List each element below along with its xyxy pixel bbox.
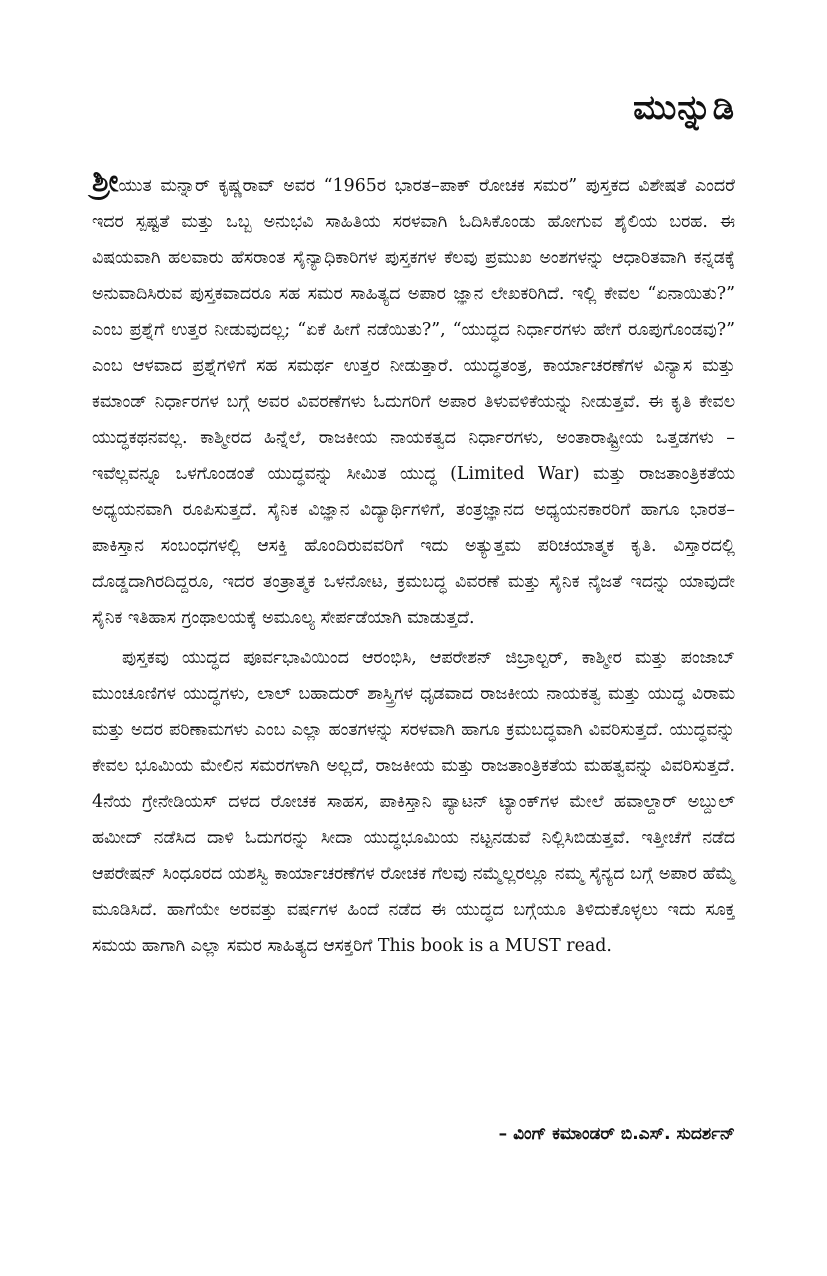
paragraph-2: ಪುಸ್ತಕವು ಯುದ್ಧದ ಪೂರ್ವಭಾವಿಯಿಂದ ಆರಂಭಿಸಿ, ಆಪರೇಶನ್ ಜಿಬ್ರಾಲ್ಟರ್, ಕಾಶ್ಮೀರ ಮತ್ತು ಪಂಜಾಬ್ ಮುಂಚೂಣಿಗಳ ಯುದ್ಧಗಳು, ಲಾಲ್ ಬಹಾದುರ್ ಶಾಸ್ತ್ರಿಗಳ ಧೃಡವಾದ ರಾಜಕೀಯ ನಾಯಕತ್ವ ಮತ್ತು ಯುದ್ಧ ವಿರಾಮ ಮತ್ತು ಅದರ ಪರಿಣಾಮಗಳು ಎಂಬ ಎಲ್ಲಾ ಹಂತಗಳನ್ನು ಸರಳವಾಗಿ ಹಾಗೂ ಕ್ರಮಬದ್ಧವಾಗಿ ವಿವರಿಸುತ್ತದೆ. ಯುದ್ಧವನ್ನು ಕೇವಲ ಭೂಮಿಯ ಮೇಲಿನ ಸಮರಗಳಾಗಿ ಅಲ್ಲದೆ, ರಾಜಕೀಯ ಮತ್ತು ರಾಜತಾಂತ್ರಿಕತೆಯ ಮಹತ್ವವನ್ನು ವಿವರಿಸುತ್ತದೆ. 4ನೆಯ ಗ್ರೇನೇಡಿಯಸ್ ದಳದ ರೋಚಕ ಸಾಹಸ, ಪಾಕಿಸ್ತಾನಿ ಪ್ಯಾಟನ್ ಟ್ಯಾಂಕ್‌ಗಳ ಮೇಲೆ ಹವಾಲ್ದಾರ್ ಅಬ್ದುಲ್ ಹಮೀದ್ ನಡೆಸಿದ ದಾಳಿ ಓದುಗರನ್ನು ಸೀದಾ ಯುದ್ಧಭೂಮಿಯ ನಟ್ಟನಡುವೆ ನಿಲ್ಲಿಸಿಬಿಡುತ್ತವೆ. ಇತ್ತೀಚೆಗೆ ನಡೆದ ಆಪರೇಷನ್ ಸಿಂಧೂರದ ಯಶಸ್ವಿ ಕಾರ್ಯಾಚರಣೆಗಳ ರೋಚಕ ಗೆಲವು ನಮ್ಮೆಲ್ಲರಲ್ಲೂ ನಮ್ಮ ಸೈನ್ಯದ ಬಗ್ಗೆ ಅಪಾರ ಹೆಮ್ಮೆ ಮೂಡಿಸಿದೆ. ಹಾಗೆಯೇ ಅರವತ್ತು ವರ್ಷಗಳ ಹಿಂದೆ ನಡೆದ ಈ ಯುದ್ಧದ ಬಗ್ಗೆಯೂ ತಿಳಿದುಕೊಳ್ಳಲು ಇದು ಸೂಕ್ತ ಸಮಯ ಹಾಗಾಗಿ ಎಲ್ಲಾ ಸಮರ ಸಾಹಿತ್ಯದ ಆಸಕ್ತರಿಗೆ This book is a MUST read. [92, 648, 735, 956]
drop-cap: ಶ್ರೀ [92, 164, 119, 199]
page-heading: ಮುನ್ನುಡಿ [633, 88, 735, 128]
signature: – ವಿಂಗ್ ಕಮಾಂಡರ್ ಬಿ.ಎಸ್. ಸುದರ್ಶನ್ [498, 1124, 735, 1144]
foreword-body [92, 164, 735, 964]
paragraph-1-text: ಯುತ ಮನ್ನಾರ್ ಕೃಷ್ಣರಾವ್ ಅವರ “1965ರ ಭಾರತ–ಪಾಕ್ ರೋಚಕ ಸಮರ” ಪುಸ್ತಕದ ವಿಶೇಷತೆ ಎಂದರೆ ಇದರ ಸ್ಪಷ್ಟತೆ ಮತ್ತು ಒಬ್ಬ ಅನುಭವಿ ಸಾಹಿತಿಯ ಸರಳವಾಗಿ ಓದಿಸಿಕೊಂಡು ಹೋಗುವ ಶೈಲಿಯ ಬರಹ. ಈ ವಿಷಯವಾಗಿ ಹಲವಾರು ಹೆಸರಾಂತ ಸೈನ್ಯಾಧಿಕಾರಿಗಳ ಪುಸ್ತಕಗಳ ಕೆಲವು ಪ್ರಮುಖ ಅಂಶಗಳನ್ನು ಆಧಾರಿತವಾಗಿ ಕನ್ನಡಕ್ಕೆ ಅನುವಾದಿಸಿರುವ ಪುಸ್ತಕವಾದರೂ ಸಹ ಸಮರ ಸಾಹಿತ್ಯದ ಅಪಾರ ಜ್ಞಾನ ಲೇಖಕರಿಗಿದೆ. ಇಲ್ಲಿ ಕೇವಲ “ಏನಾಯಿತು?” ಎಂಬ ಪ್ರಶ್ನೆಗೆ ಉತ್ತರ ನೀಡುವುದಲ್ಲ; “ಏಕೆ ಹೀಗೆ ನಡೆಯಿತು?”, “ಯುದ್ಧದ ನಿರ್ಧಾರಗಳು ಹೇಗೆ ರೂಪುಗೊಂಡವು?” ಎಂಬ ಆಳವಾದ ಪ್ರಶ್ನೆಗಳಿಗೆ ಸಹ ಸಮರ್ಥ ಉತ್ತರ ನೀಡುತ್ತಾರೆ. ಯುದ್ಧತಂತ್ರ, ಕಾರ್ಯಾಚರಣೆಗಳ ವಿನ್ಯಾಸ ಮತ್ತು ಕಮಾಂಡ್ ನಿರ್ಧಾರಗಳ ಬಗ್ಗೆ ಅವರ ವಿವರಣೆಗಳು ಓದುಗರಿಗೆ ಅಪಾರ ತಿಳುವಳಿಕೆಯನ್ನು ನೀಡುತ್ತವೆ. ಈ ಕೃತಿ ಕೇವಲ ಯುದ್ಧಕಥನವಲ್ಲ. ಕಾಶ್ಮೀರದ ಹಿನ್ನೆಲೆ, ರಾಜಕೀಯ ನಾಯಕತ್ವದ ನಿರ್ಧಾರಗಳು, ಅಂತಾರಾಷ್ಟ್ರೀಯ ಒತ್ತಡಗಳು – ಇವೆಲ್ಲವನ್ನೂ ಒಳಗೊಂಡಂತೆ ಯುದ್ಧವನ್ನು ಸೀಮಿತ ಯುದ್ಧ (Limited War) ಮತ್ತು ರಾಜತಾಂತ್ರಿಕತೆಯ ಅಧ್ಯಯನವಾಗಿ ರೂಪಿಸುತ್ತದೆ. ಸೈನಿಕ ವಿಜ್ಞಾನ ವಿದ್ಯಾರ್ಥಿಗಳಿಗೆ, ತಂತ್ರಜ್ಞಾನದ ಅಧ್ಯಯನಕಾರರಿಗೆ ಹಾಗೂ ಭಾರತ–ಪಾಕಿಸ್ತಾನ ಸಂಬಂಧಗಳಲ್ಲಿ ಆಸಕ್ತಿ ಹೊಂದಿರುವವರಿಗೆ ಇದು ಅತ್ಯುತ್ತಮ ಪರಿಚಯಾತ್ಮಕ ಕೃತಿ. ವಿಸ್ತಾರದಲ್ಲಿ ದೊಡ್ಡದಾಗಿರದಿದ್ದರೂ, ಇದರ ತಂತ್ರಾತ್ಮಕ ಒಳನೋಟ, ಕ್ರಮಬದ್ಧ ವಿವರಣೆ ಮತ್ತು ಸೈನಿಕ ನೈಜತೆ ಇದನ್ನು ಯಾವುದೇ ಸೈನಿಕ ಇತಿಹಾಸ ಗ್ರಂಥಾಲಯಕ್ಕೆ ಅಮೂಲ್ಯ ಸೇರ್ಪಡೆಯಾಗಿ ಮಾಡುತ್ತದೆ. [92, 176, 735, 628]
paragraph-1 [92, 164, 735, 636]
